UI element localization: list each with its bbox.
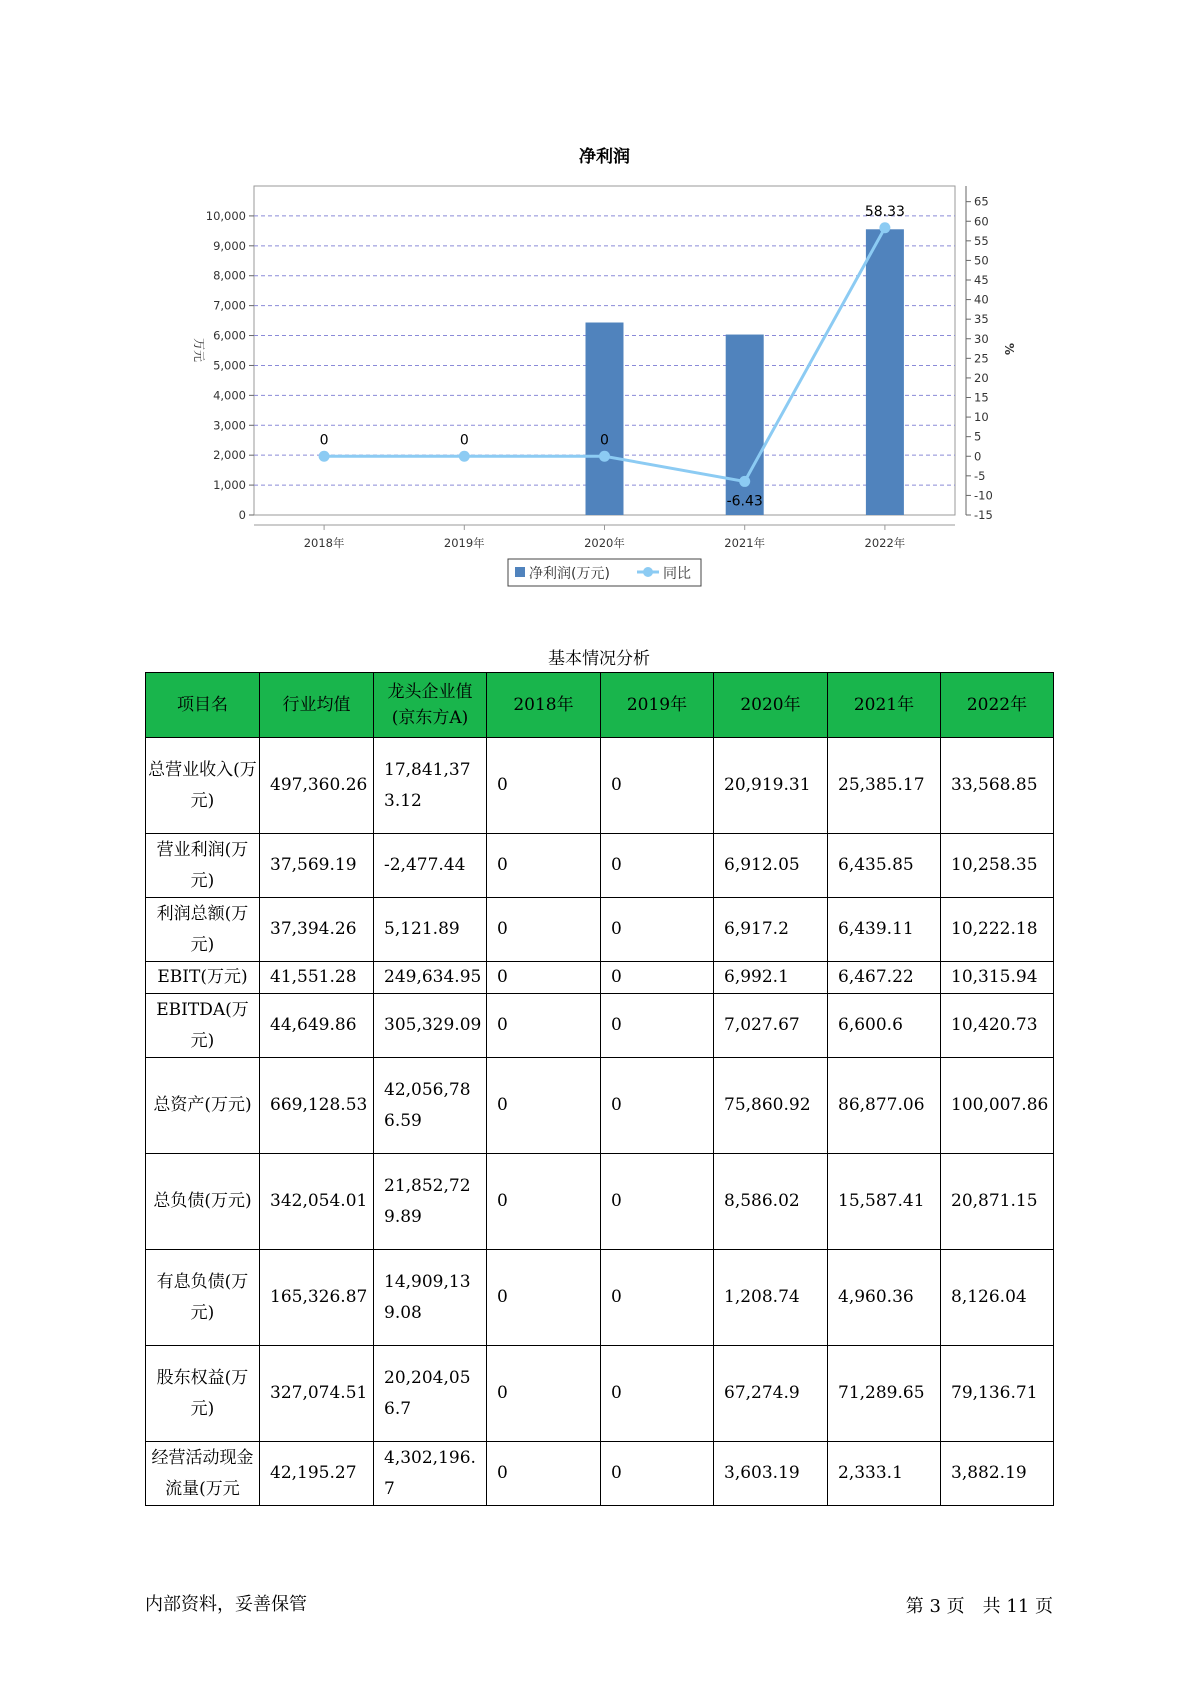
table-cell: 2,333.1 xyxy=(828,1442,941,1506)
table-cell: 0 xyxy=(487,1442,601,1506)
table-cell: 8,586.02 xyxy=(714,1154,828,1250)
table-cell: 6,467.22 xyxy=(828,962,941,994)
table-row xyxy=(146,1250,1054,1346)
table-caption: 基本情况分析 xyxy=(548,649,650,669)
table-cell: 10,258.35 xyxy=(941,834,1054,898)
table-cell: 86,877.06 xyxy=(828,1058,941,1154)
x-tick-label: 2020年 xyxy=(584,536,625,550)
y-tick-label: 4,000 xyxy=(213,388,246,403)
table-cell: -2,477.44 xyxy=(374,834,487,898)
footer-page-number: 第 3 页 共 11 页 xyxy=(905,1596,1053,1617)
y-tick-label: 1,000 xyxy=(213,478,246,493)
y2-tick-label: 35 xyxy=(974,312,989,327)
table-cell: 4,302,196.7 xyxy=(374,1442,487,1506)
table-row xyxy=(146,738,1054,834)
x-tick-label: 2022年 xyxy=(864,536,906,550)
table-cell: 0 xyxy=(487,994,601,1058)
table-cell: 8,126.04 xyxy=(941,1250,1054,1346)
table-cell: 20,204,056.7 xyxy=(374,1346,487,1442)
table-cell: 0 xyxy=(601,1154,714,1250)
table-cell: 44,649.86 xyxy=(260,994,374,1058)
y2-tick-label: 65 xyxy=(974,194,989,209)
y-tick-label: 9,000 xyxy=(213,238,246,253)
table-cell: 342,054.01 xyxy=(260,1154,374,1250)
legend-line-label: 同比 xyxy=(663,566,691,582)
y-tick-label: 3,000 xyxy=(213,418,246,433)
x-tick-label: 2019年 xyxy=(443,536,485,550)
y2-tick-label: -10 xyxy=(974,488,993,503)
table-cell: 17,841,373.12 xyxy=(374,738,487,834)
yoy-data-label: -6.43 xyxy=(726,493,763,510)
table-cell: 33,568.85 xyxy=(941,738,1054,834)
legend-bar-label: 净利润(万元) xyxy=(529,566,610,582)
legend-bar-swatch xyxy=(515,567,525,577)
bar xyxy=(586,323,624,515)
table-row xyxy=(146,962,1054,994)
y2-tick-label: 5 xyxy=(974,429,982,444)
y2-axis-label: % xyxy=(1002,342,1016,356)
y-tick-label: 6,000 xyxy=(213,328,246,343)
y-tick-label: 8,000 xyxy=(213,268,246,283)
table-cell: 42,195.27 xyxy=(260,1442,374,1506)
table-cell: 0 xyxy=(487,738,601,834)
table-cell: 305,329.09 xyxy=(374,994,487,1058)
table-cell: 25,385.17 xyxy=(828,738,941,834)
yoy-data-label: 0 xyxy=(319,432,329,449)
table-cell: 0 xyxy=(601,738,714,834)
y2-tick-label: -5 xyxy=(974,468,986,483)
table-cell: 21,852,729.89 xyxy=(374,1154,487,1250)
y2-tick-label: 60 xyxy=(974,214,989,229)
y2-tick-label: 0 xyxy=(974,449,982,464)
table-cell: 0 xyxy=(601,962,714,994)
row-label: 总营业收入(万元) xyxy=(146,738,260,834)
x-tick-label: 2018年 xyxy=(303,536,345,550)
table-row xyxy=(146,1346,1054,1442)
bar xyxy=(726,335,764,515)
table-cell: 249,634.95 xyxy=(374,962,487,994)
table-cell: 20,919.31 xyxy=(714,738,828,834)
table-cell: 0 xyxy=(601,834,714,898)
table-cell: 327,074.51 xyxy=(260,1346,374,1442)
y2-tick-label: -15 xyxy=(974,508,993,522)
y2-tick-label: 25 xyxy=(974,351,989,366)
y2-tick-label: 15 xyxy=(974,390,989,405)
footer-confidential: 内部资料，妥善保管 xyxy=(145,1594,307,1615)
table-cell: 6,992.1 xyxy=(714,962,828,994)
table-cell: 37,569.19 xyxy=(260,834,374,898)
y2-tick-label: 40 xyxy=(974,292,989,307)
table-cell: 100,007.86 xyxy=(941,1058,1054,1154)
table-cell: 6,912.05 xyxy=(714,834,828,898)
table-row xyxy=(146,1154,1054,1250)
yoy-point xyxy=(739,476,750,487)
yoy-data-label: 0 xyxy=(600,432,609,449)
y2-tick-label: 50 xyxy=(974,253,989,268)
table-cell: 0 xyxy=(487,1346,601,1442)
table-cell: 3,603.19 xyxy=(714,1442,828,1506)
table-cell: 42,056,786.59 xyxy=(374,1058,487,1154)
table-cell: 0 xyxy=(601,1346,714,1442)
col-header-2019: 2019年 xyxy=(601,673,714,738)
row-label: 营业利润(万元) xyxy=(146,834,260,898)
table-cell: 6,439.11 xyxy=(828,898,941,962)
yoy-data-label: 58.33 xyxy=(864,203,905,220)
col-header-industry-avg: 行业均值 xyxy=(260,673,374,738)
table-cell: 0 xyxy=(487,1250,601,1346)
bar xyxy=(866,229,904,515)
y-tick-label: 7,000 xyxy=(213,298,246,313)
table-cell: 14,909,139.08 xyxy=(374,1250,487,1346)
table-cell: 0 xyxy=(601,1058,714,1154)
row-label: EBIT(万元) xyxy=(146,962,260,994)
col-header-leader: 龙头企业值(京东方A) xyxy=(374,673,487,738)
table-cell: 497,360.26 xyxy=(260,738,374,834)
table-cell: 0 xyxy=(487,962,601,994)
col-header-2018: 2018年 xyxy=(487,673,601,738)
col-header-2020: 2020年 xyxy=(714,673,828,738)
y-tick-label: 5,000 xyxy=(213,358,246,373)
col-header-2022: 2022年 xyxy=(941,673,1054,738)
table-row xyxy=(146,834,1054,898)
yoy-data-label: 0 xyxy=(459,432,469,449)
table-cell: 41,551.28 xyxy=(260,962,374,994)
row-label: 经营活动现金流量(万元 xyxy=(146,1442,260,1506)
y-tick-label: 0 xyxy=(238,508,246,522)
table-row xyxy=(146,1442,1054,1506)
col-header-item: 项目名 xyxy=(146,673,260,738)
chart-title: 净利润 xyxy=(579,147,630,167)
table-row xyxy=(146,898,1054,962)
chart-canvas xyxy=(0,0,1191,600)
table-row xyxy=(146,1058,1054,1154)
basic-analysis-table xyxy=(145,672,1054,1506)
yoy-point xyxy=(319,451,330,462)
table-cell: 10,420.73 xyxy=(941,994,1054,1058)
row-label: 股东权益(万元) xyxy=(146,1346,260,1442)
table-cell: 79,136.71 xyxy=(941,1346,1054,1442)
y2-tick-label: 20 xyxy=(974,370,989,385)
table-cell: 0 xyxy=(601,1250,714,1346)
row-label: 有息负债(万元) xyxy=(146,1250,260,1346)
y2-tick-label: 30 xyxy=(974,331,989,346)
y2-tick-label: 10 xyxy=(974,410,989,425)
table-cell: 1,208.74 xyxy=(714,1250,828,1346)
table-cell: 0 xyxy=(487,834,601,898)
table-cell: 669,128.53 xyxy=(260,1058,374,1154)
y-axis-label: 万元 xyxy=(192,337,206,363)
table-cell: 165,326.87 xyxy=(260,1250,374,1346)
table-cell: 0 xyxy=(487,1058,601,1154)
legend-line-marker xyxy=(643,567,653,577)
y2-tick-label: 55 xyxy=(974,233,989,248)
table-cell: 6,435.85 xyxy=(828,834,941,898)
table-cell: 10,222.18 xyxy=(941,898,1054,962)
table-header-row xyxy=(146,673,1054,738)
row-label: EBITDA(万元) xyxy=(146,994,260,1058)
table-cell: 6,917.2 xyxy=(714,898,828,962)
table-cell: 67,274.9 xyxy=(714,1346,828,1442)
table-cell: 75,860.92 xyxy=(714,1058,828,1154)
table-cell: 20,871.15 xyxy=(941,1154,1054,1250)
table-cell: 5,121.89 xyxy=(374,898,487,962)
table-cell: 71,289.65 xyxy=(828,1346,941,1442)
table-cell: 0 xyxy=(601,898,714,962)
x-tick-label: 2021年 xyxy=(724,536,766,550)
table-cell: 4,960.36 xyxy=(828,1250,941,1346)
table-cell: 7,027.67 xyxy=(714,994,828,1058)
yoy-point xyxy=(459,451,470,462)
net-profit-chart xyxy=(0,0,1191,600)
y2-tick-label: 45 xyxy=(974,273,989,287)
yoy-point xyxy=(599,451,610,462)
table-cell: 37,394.26 xyxy=(260,898,374,962)
table-cell: 15,587.41 xyxy=(828,1154,941,1250)
row-label: 总资产(万元) xyxy=(146,1058,260,1154)
y-tick-label: 2,000 xyxy=(213,448,246,463)
table-cell: 10,315.94 xyxy=(941,962,1054,994)
table-cell: 0 xyxy=(487,1154,601,1250)
table-cell: 0 xyxy=(487,898,601,962)
row-label: 利润总额(万元) xyxy=(146,898,260,962)
yoy-point xyxy=(879,222,890,233)
col-header-2021: 2021年 xyxy=(828,673,941,738)
table-cell: 0 xyxy=(601,994,714,1058)
table-cell: 6,600.6 xyxy=(828,994,941,1058)
table-cell: 0 xyxy=(601,1442,714,1506)
table-cell: 3,882.19 xyxy=(941,1442,1054,1506)
table-row xyxy=(146,994,1054,1058)
y-tick-label: 10,000 xyxy=(205,208,246,223)
row-label: 总负债(万元) xyxy=(146,1154,260,1250)
